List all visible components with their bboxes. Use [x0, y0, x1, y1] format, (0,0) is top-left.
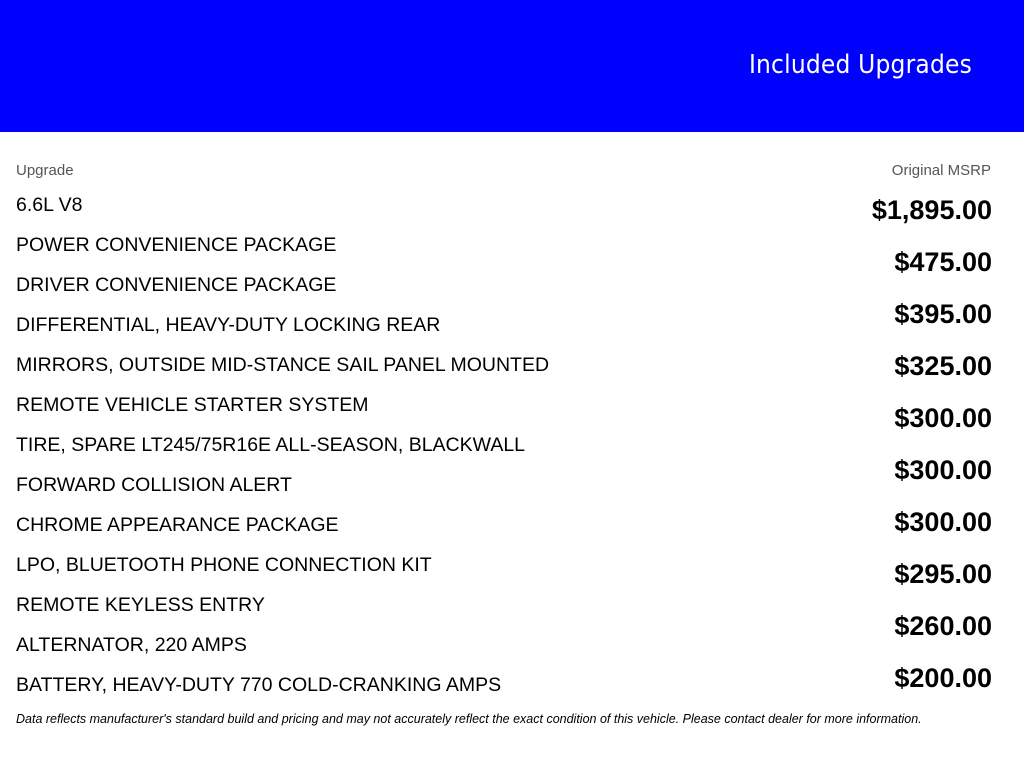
upgrade-name: ALTERNATOR, 220 AMPS — [16, 634, 247, 656]
upgrade-price: $200.00 — [894, 663, 992, 693]
upgrade-price: $295.00 — [894, 559, 992, 589]
upgrade-name: DIFFERENTIAL, HEAVY-DUTY LOCKING REAR — [16, 314, 441, 336]
upgrade-name: 6.6L V8 — [16, 194, 83, 216]
upgrade-name: CHROME APPEARANCE PACKAGE — [16, 514, 339, 536]
upgrade-name: REMOTE VEHICLE STARTER SYSTEM — [16, 394, 369, 416]
upgrade-price: $395.00 — [894, 299, 992, 329]
upgrade-name: MIRRORS, OUTSIDE MID-STANCE SAIL PANEL MOUNTED — [16, 354, 550, 376]
upgrade-name: BATTERY, HEAVY-DUTY 770 COLD-CRANKING AMPS — [16, 674, 502, 696]
upgrade-price: $300.00 — [894, 403, 992, 433]
page-title: Included Upgrades — [748, 50, 972, 80]
upgrade-price: $1,895.00 — [871, 195, 992, 225]
upgrade-list — [16, 194, 716, 714]
upgrade-price: $475.00 — [894, 247, 992, 277]
column-header-msrp: Original MSRP — [891, 162, 991, 179]
upgrade-name: LPO, BLUETOOTH PHONE CONNECTION KIT — [16, 554, 432, 576]
column-header-upgrade: Upgrade — [16, 162, 74, 179]
upgrade-price: $325.00 — [894, 351, 992, 381]
upgrade-name: FORWARD COLLISION ALERT — [16, 474, 292, 496]
upgrade-price: $300.00 — [894, 455, 992, 485]
upgrade-name: REMOTE KEYLESS ENTRY — [16, 594, 265, 616]
price-list — [692, 194, 992, 714]
upgrade-name: DRIVER CONVENIENCE PACKAGE — [16, 274, 337, 296]
upgrade-name: POWER CONVENIENCE PACKAGE — [16, 234, 337, 256]
upgrade-price: $260.00 — [894, 611, 992, 641]
upgrade-name: TIRE, SPARE LT245/75R16E ALL-SEASON, BLACKWALL — [16, 434, 526, 456]
upgrade-price: $300.00 — [894, 507, 992, 537]
header-banner — [0, 0, 1024, 132]
disclaimer-text: Data reflects manufacturer's standard build and pricing and may not accurately reflect the exact condition of this vehicle. Please contact dealer for more information. — [16, 712, 922, 726]
